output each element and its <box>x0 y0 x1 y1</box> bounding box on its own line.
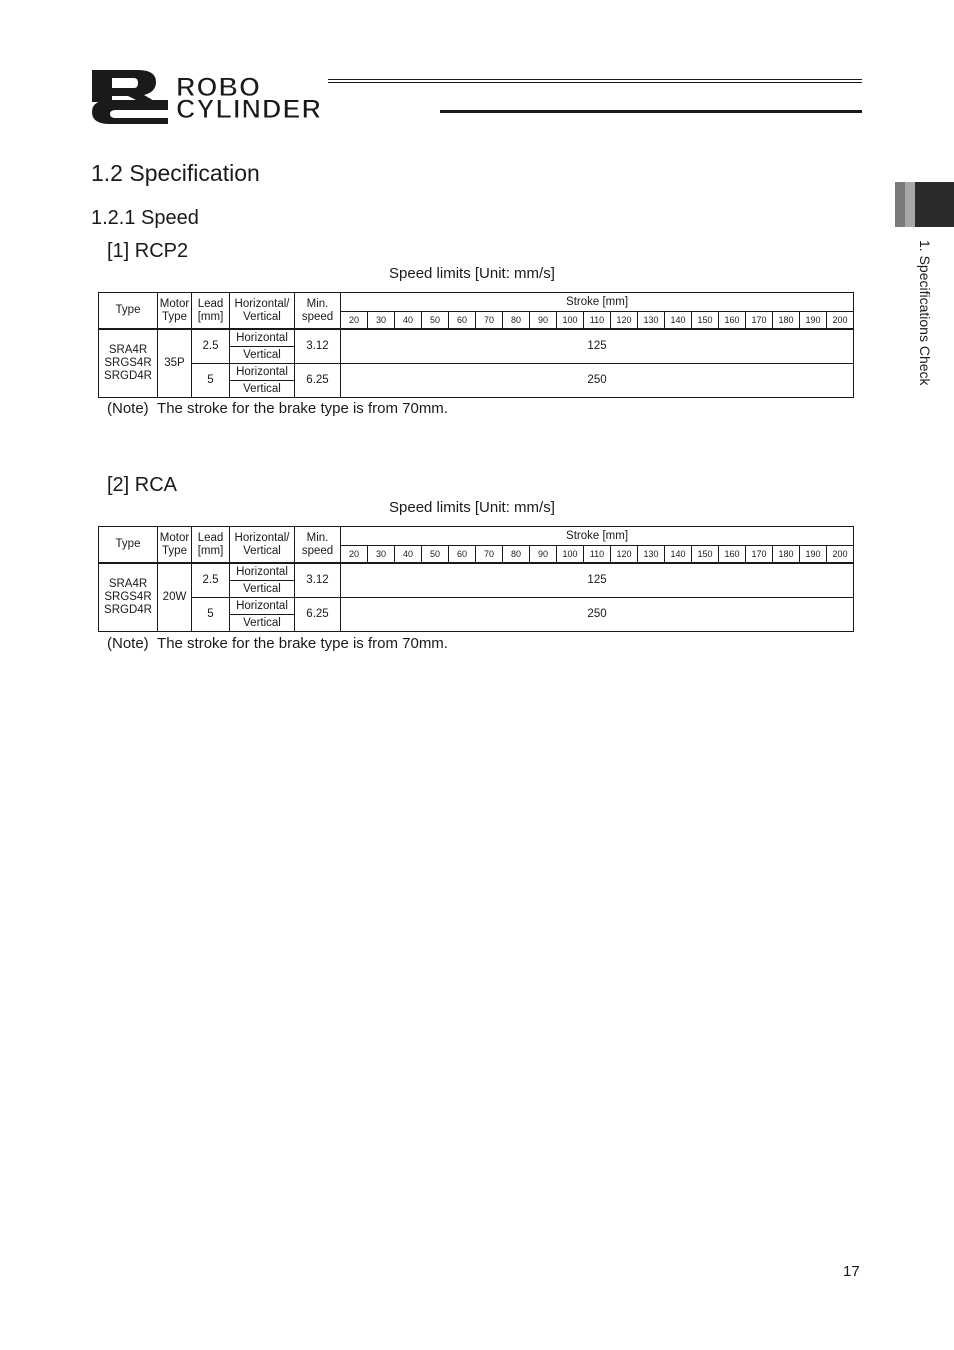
table1-caption: Speed limits [Unit: mm/s] <box>389 265 555 282</box>
stroke-value: 180 <box>773 312 800 330</box>
stroke-value: 110 <box>584 546 611 564</box>
lead-cell: 2.5 <box>192 329 230 364</box>
orientation-cell: Vertical <box>230 381 295 398</box>
stroke-value: 180 <box>773 546 800 564</box>
stroke-value: 30 <box>368 546 395 564</box>
stroke-value: 110 <box>584 312 611 330</box>
stroke-value: 40 <box>395 546 422 564</box>
motor-cell: 20W <box>158 563 192 632</box>
type-cell: SRA4R SRGS4R SRGD4R <box>99 563 158 632</box>
stroke-value: 170 <box>746 312 773 330</box>
stroke-value: 140 <box>665 312 692 330</box>
max-speed-cell: 125 <box>341 563 854 598</box>
stroke-value: 120 <box>611 546 638 564</box>
lead-cell: 2.5 <box>192 563 230 598</box>
stroke-value: 100 <box>557 546 584 564</box>
stroke-value: 190 <box>800 546 827 564</box>
stroke-value: 140 <box>665 546 692 564</box>
speed-table-rcp2 <box>98 292 854 398</box>
header-type: Type <box>99 527 158 564</box>
type-cell: SRA4R SRGS4R SRGD4R <box>99 329 158 398</box>
lead-cell: 5 <box>192 598 230 632</box>
header-stroke: Stroke [mm] <box>341 293 854 312</box>
stroke-value: 40 <box>395 312 422 330</box>
header-orientation: Horizontal/ Vertical <box>230 293 295 330</box>
chapter-side-label: 1. Specifications Check <box>917 240 933 386</box>
robo-cylinder-logo <box>90 68 435 126</box>
chapter-side-tab <box>895 182 954 227</box>
stroke-value: 120 <box>611 312 638 330</box>
min-speed-cell: 6.25 <box>295 598 341 632</box>
stroke-value: 160 <box>719 546 746 564</box>
header-rule-thin-2 <box>328 82 862 83</box>
stroke-value: 70 <box>476 546 503 564</box>
stroke-value: 100 <box>557 312 584 330</box>
section-title: 1.2 Specification <box>91 160 260 186</box>
stroke-value: 150 <box>692 312 719 330</box>
header-min-speed: Min. speed <box>295 527 341 564</box>
motor-cell: 35P <box>158 329 192 398</box>
orientation-cell: Horizontal <box>230 563 295 581</box>
min-speed-cell: 3.12 <box>295 563 341 598</box>
stroke-value: 60 <box>449 312 476 330</box>
stroke-value: 130 <box>638 312 665 330</box>
page-number: 17 <box>843 1263 860 1280</box>
header-orientation: Horizontal/ Vertical <box>230 527 295 564</box>
header-type: Type <box>99 293 158 330</box>
header-lead: Lead [mm] <box>192 293 230 330</box>
max-speed-cell: 250 <box>341 364 854 398</box>
orientation-cell: Horizontal <box>230 329 295 347</box>
min-speed-cell: 3.12 <box>295 329 341 364</box>
stroke-value: 170 <box>746 546 773 564</box>
stroke-value: 60 <box>449 546 476 564</box>
max-speed-cell: 250 <box>341 598 854 632</box>
stroke-value: 50 <box>422 546 449 564</box>
header-rule-thick <box>440 110 862 113</box>
stroke-value: 80 <box>503 312 530 330</box>
stroke-value: 70 <box>476 312 503 330</box>
stroke-value: 200 <box>827 312 854 330</box>
stroke-value: 190 <box>800 312 827 330</box>
stroke-value: 30 <box>368 312 395 330</box>
header-motor-type: Motor Type <box>158 527 192 564</box>
stroke-value: 90 <box>530 546 557 564</box>
orientation-cell: Horizontal <box>230 598 295 615</box>
max-speed-cell: 125 <box>341 329 854 364</box>
min-speed-cell: 6.25 <box>295 364 341 398</box>
table1-note: (Note) The stroke for the brake type is from 70mm. <box>107 400 448 417</box>
orientation-cell: Vertical <box>230 347 295 364</box>
stroke-value: 150 <box>692 546 719 564</box>
speed-table-rca <box>98 526 854 632</box>
stroke-value: 20 <box>341 312 368 330</box>
header-lead: Lead [mm] <box>192 527 230 564</box>
table1-heading: [1] RCP2 <box>107 240 189 262</box>
logo-text-robo: ROBO <box>176 72 261 102</box>
stroke-value: 20 <box>341 546 368 564</box>
logo-text-cylinder: CYLINDER <box>176 94 323 124</box>
header-motor-type: Motor Type <box>158 293 192 330</box>
lead-cell: 5 <box>192 364 230 398</box>
header-rule-thin-1 <box>328 79 862 80</box>
subsection-title: 1.2.1 Speed <box>91 207 199 229</box>
stroke-value: 130 <box>638 546 665 564</box>
table2-note: (Note) The stroke for the brake type is from 70mm. <box>107 635 448 652</box>
table2-caption: Speed limits [Unit: mm/s] <box>389 499 555 516</box>
header-stroke: Stroke [mm] <box>341 527 854 546</box>
stroke-value: 160 <box>719 312 746 330</box>
header-min-speed: Min. speed <box>295 293 341 330</box>
stroke-value: 50 <box>422 312 449 330</box>
table2-heading: [2] RCA <box>107 474 178 496</box>
stroke-value: 90 <box>530 312 557 330</box>
stroke-value: 80 <box>503 546 530 564</box>
stroke-value: 200 <box>827 546 854 564</box>
orientation-cell: Horizontal <box>230 364 295 381</box>
orientation-cell: Vertical <box>230 615 295 632</box>
orientation-cell: Vertical <box>230 581 295 598</box>
